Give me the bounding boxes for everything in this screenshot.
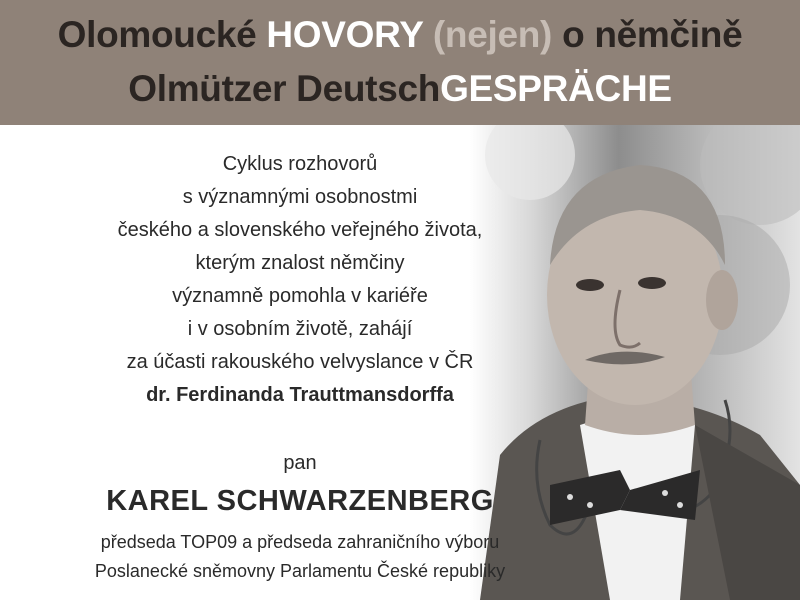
intro-line-4: kterým znalost němčiny bbox=[195, 252, 405, 274]
header-title-czech bbox=[0, 14, 800, 56]
speaker-role-line-2: Poslanecké sněmovny Parlamentu České republiky bbox=[94, 561, 506, 581]
intro-text bbox=[0, 148, 600, 412]
header-word-gesprache: GESPRÄCHE bbox=[440, 68, 672, 109]
speaker-role-line-1: předseda TOP09 a předseda zahraničního výboru bbox=[100, 532, 500, 552]
intro-line-7: za účasti rakouského velvyslance v ČR bbox=[126, 351, 474, 373]
intro-line-2: s významnými osobnostmi bbox=[182, 186, 418, 208]
intro-line-6: i v osobním životě, zahájí bbox=[187, 318, 413, 340]
header-word-nemcine: o němčině bbox=[552, 14, 743, 55]
header-banner bbox=[0, 0, 800, 125]
header-word-olomoucke: Olomoucké bbox=[57, 14, 267, 55]
intro-line-3: českého a slovenského veřejného života, bbox=[117, 219, 483, 241]
header-title-german bbox=[0, 68, 800, 110]
header-word-olmutzer: Olmützer Deutsch bbox=[128, 68, 441, 109]
ambassador-name: dr. Ferdinanda Trauttmansdorffa bbox=[146, 384, 454, 406]
header-word-nejen: (nejen) bbox=[422, 14, 553, 55]
speaker-prefix: pan bbox=[283, 452, 317, 474]
intro-line-5: významně pomohla v kariéře bbox=[172, 285, 428, 307]
intro-line-1: Cyklus rozhovorů bbox=[222, 153, 378, 175]
header-word-hovory: HOVORY bbox=[266, 14, 423, 55]
speaker-name: KAREL SCHWARZENBERG bbox=[106, 485, 494, 517]
